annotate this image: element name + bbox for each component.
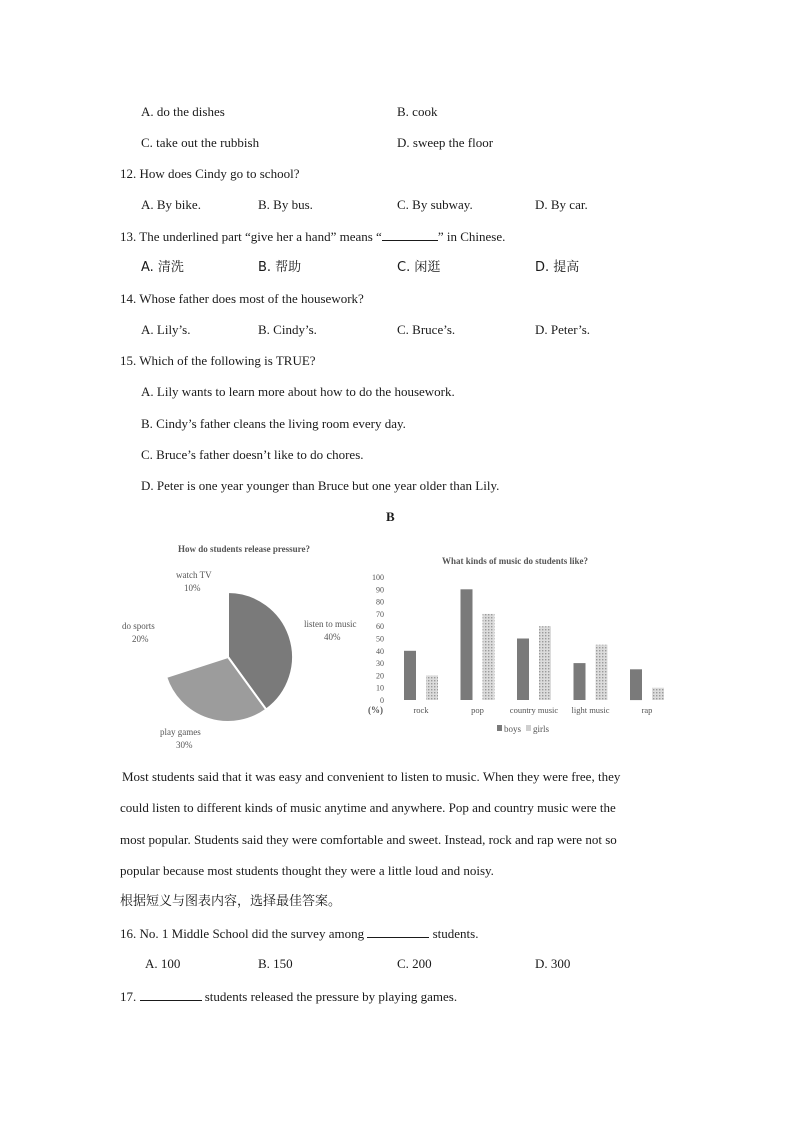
passage-line-3: most popular. Students said they were comfortable and sweet. Instead, rock and rap were not so <box>120 832 617 847</box>
q16-option-d: D. 300 <box>535 956 571 971</box>
y-tick-60: 60 <box>376 622 384 632</box>
q16-question <box>120 925 478 942</box>
passage-line-1: Most students said that it was easy and convenient to listen to music. When they were free, they <box>122 769 621 784</box>
q16-answer-blank[interactable] <box>367 925 429 938</box>
q12-option-a: A. By bike. <box>141 197 201 212</box>
q14-question: 14. Whose father does most of the housework? <box>120 291 364 306</box>
y-tick-30: 30 <box>376 659 384 669</box>
pie-label-listen-to-music: listen to music <box>304 619 357 629</box>
x-label-rap: rap <box>641 705 653 715</box>
q12-question: 12. How does Cindy go to school? <box>120 166 300 181</box>
pie-title: How do students release pressure? <box>178 544 311 554</box>
y-tick-0: 0 <box>380 696 384 705</box>
bar-girls-light-music <box>596 645 608 700</box>
q16-option-b: B. 150 <box>258 956 293 971</box>
q15-option-d: D. Peter is one year younger than Bruce but one year older than Lily. <box>141 478 500 493</box>
legend-label-boys: boys <box>504 724 522 734</box>
x-label-pop: pop <box>471 705 484 715</box>
q11-option-d: D. sweep the floor <box>397 135 494 150</box>
bar-boys-pop <box>461 589 473 700</box>
q11-option-c: C. take out the rubbish <box>141 135 260 150</box>
q16-option-a: A. 100 <box>145 956 181 971</box>
q16-question-start: 16. No. 1 Middle School did the survey among <box>120 926 368 941</box>
q13-option-b: B. 帮助 <box>258 260 302 275</box>
q13-option-a: A. 清洗 <box>141 260 184 275</box>
q15-option-a: A. Lily wants to learn more about how to do the housework. <box>141 384 455 399</box>
legend-label-girls: girls <box>533 724 550 734</box>
q13-option-c: C. 闲逛 <box>397 260 441 275</box>
bar-y-ticks <box>372 573 384 705</box>
q14-option-b: B. Cindy’s. <box>258 322 317 337</box>
q13-question-end: ” in Chinese. <box>437 229 506 244</box>
pie-label-play-games: play games <box>160 727 201 737</box>
q16-question-end: students. <box>429 926 479 941</box>
bar-x-labels <box>413 705 652 715</box>
bar-girls-country-music <box>539 626 551 700</box>
q13-question-start: 13. The underlined part “give her a hand” means “ <box>120 229 382 244</box>
q13-option-d: D. 提高 <box>535 260 580 275</box>
pie-label-watch-tv: watch TV <box>176 570 212 580</box>
q16-option-c: C. 200 <box>397 956 432 971</box>
q17-question-start: 17. <box>120 989 140 1004</box>
pie-value-play-games: 30% <box>176 740 193 750</box>
y-tick-100: 100 <box>372 573 384 582</box>
y-tick-40: 40 <box>376 646 384 656</box>
y-tick-20: 20 <box>376 671 384 681</box>
q12-option-d: D. By car. <box>535 197 588 212</box>
pressure-pie-chart <box>110 535 370 760</box>
q17-question-end: students released the pressure by playing games. <box>201 989 458 1004</box>
y-tick-70: 70 <box>376 609 384 619</box>
pie-label-do-sports: do sports <box>122 621 155 631</box>
x-label-light-music: light music <box>571 705 610 715</box>
pie-value-do-sports: 20% <box>132 634 149 644</box>
q11-option-a: A. do the dishes <box>141 104 225 119</box>
bar-girls-rap <box>652 688 664 700</box>
q13-question <box>120 228 505 245</box>
q14-option-a: A. Lily’s. <box>141 322 191 337</box>
q13-answer-blank[interactable] <box>382 228 438 241</box>
bar-boys-rock <box>404 651 416 700</box>
q12-option-b: B. By bus. <box>258 197 313 212</box>
bar-boys-light-music <box>574 663 586 700</box>
bar-girls-rock <box>426 675 438 700</box>
section-b-heading: B <box>386 509 395 524</box>
passage-line-2: could listen to different kinds of music anytime and anywhere. Pop and country music were the <box>120 800 616 815</box>
q17-answer-blank[interactable] <box>140 988 202 1001</box>
legend-swatch-boys <box>497 725 502 731</box>
pie-value-watch-tv: 10% <box>184 583 201 593</box>
bar-marks <box>404 589 664 700</box>
y-tick-80: 80 <box>376 597 384 607</box>
bar-boys-rap <box>630 669 642 700</box>
y-tick-90: 90 <box>376 585 384 595</box>
bar-girls-pop <box>483 614 495 700</box>
pie-slices <box>166 592 293 722</box>
q15-option-c: C. Bruce’s father doesn’t like to do chores. <box>141 447 364 462</box>
q15-question: 15. Which of the following is TRUE? <box>120 353 316 368</box>
x-label-country-music: country music <box>509 705 559 715</box>
pie-value-listen-to-music: 40% <box>324 632 341 642</box>
q12-option-c: C. By subway. <box>397 197 473 212</box>
q11-option-b: B. cook <box>397 104 438 119</box>
q14-option-c: C. Bruce’s. <box>397 322 456 337</box>
y-tick-50: 50 <box>376 634 384 644</box>
bar-y-unit: (%) <box>368 705 383 715</box>
x-label-rock: rock <box>413 705 429 715</box>
passage-line-4: popular because most students thought they were a little loud and noisy. <box>120 863 494 878</box>
bar-title: What kinds of music do students like? <box>442 556 589 566</box>
q15-option-b: B. Cindy’s father cleans the living room every day. <box>141 416 406 431</box>
y-tick-10: 10 <box>376 683 384 693</box>
q17-question <box>120 988 457 1005</box>
legend-swatch-girls <box>526 725 531 731</box>
bar-boys-country-music <box>517 639 529 701</box>
q14-option-d: D. Peter’s. <box>535 322 591 337</box>
music-bar-chart <box>362 548 668 743</box>
instruction-text: 根据短义与图表内容，选择最佳答案。 <box>120 894 342 909</box>
